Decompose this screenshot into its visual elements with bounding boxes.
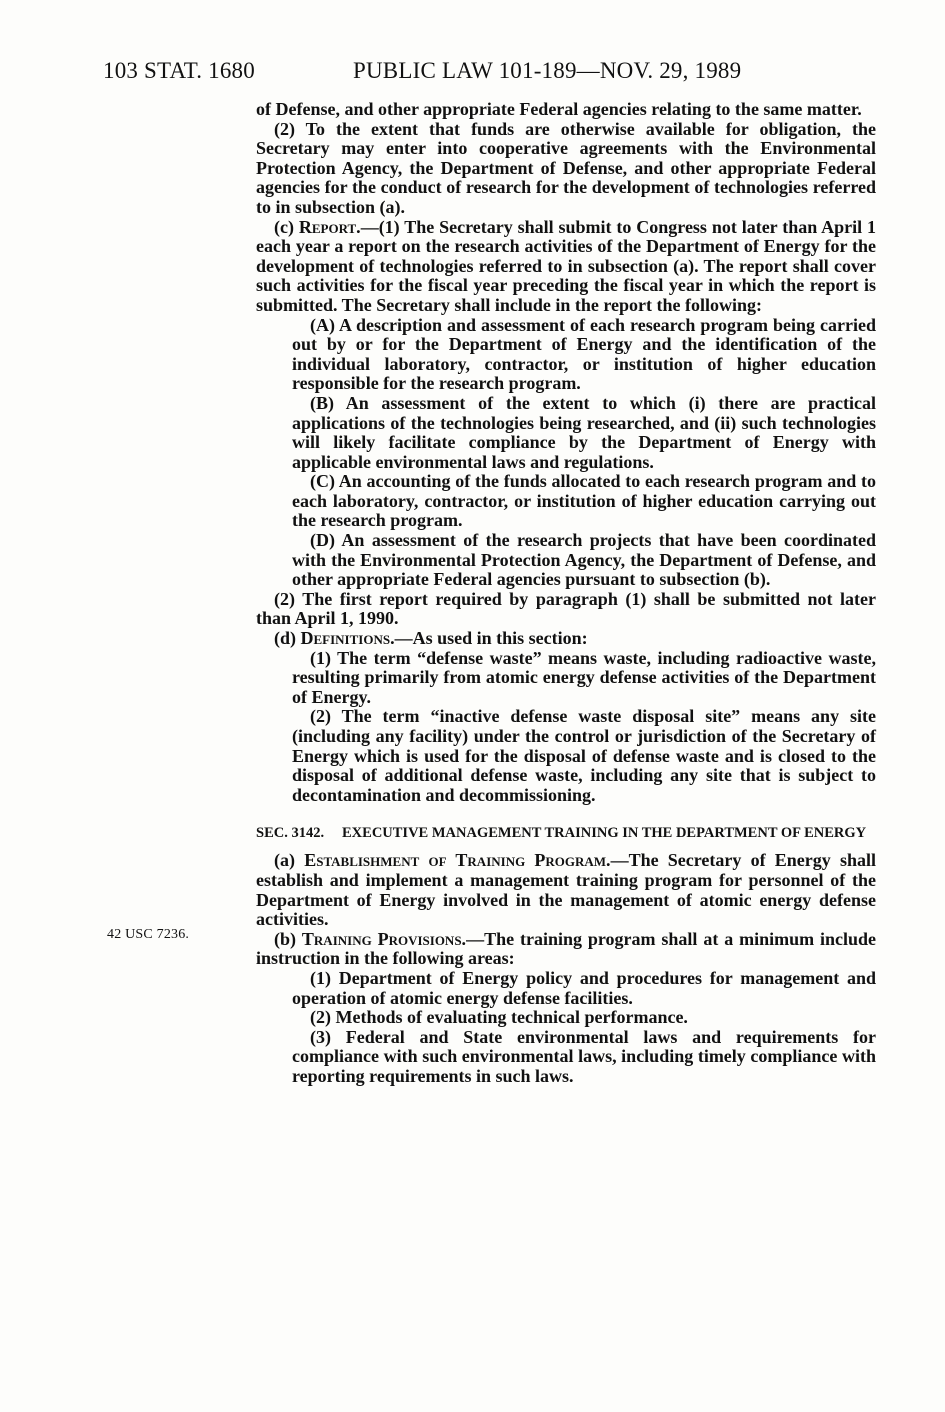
- subsection-heading: Establishment of Training Program.: [304, 850, 611, 871]
- page-header: [103, 58, 763, 88]
- subsection-text: —The Secretary of Energy shall establish and implement a management training program for personnel of the Department of Energy involved in the management of atomic energy defense activities.: [256, 850, 877, 930]
- training-area-2: (2) Methods of evaluating technical performance.: [310, 1007, 688, 1028]
- subsection-heading: Training Provisions.: [301, 928, 467, 949]
- body-text: [256, 100, 876, 1087]
- item-A: (A) A description and assessment of each research program being carried out by or for the Department of Energy and the identification of the individual laboratory, contractor, or institution of higher education responsible for the research program.: [292, 314, 876, 394]
- paragraph-c-report: [256, 218, 876, 316]
- paragraph-b-training: [256, 930, 876, 969]
- section-heading: [256, 824, 876, 843]
- item-C: (C) An accounting of the funds allocated to each research program and to each laboratory, contractor, or institution of higher education carrying out the research program.: [292, 471, 876, 531]
- public-law-title: PUBLIC LAW 101-189—NOV. 29, 1989: [353, 58, 742, 83]
- subsection-number: (c): [274, 216, 299, 237]
- paragraph-a-establishment: [256, 851, 876, 929]
- definition-1: (1) The term “defense waste” means waste, including radioactive waste, resulting primarily from atomic energy defense activities of the Department of Energy.: [292, 647, 876, 707]
- paragraph-b2: (2) To the extent that funds are otherwise available for obligation, the Secretary may enter into cooperative agreements with the Environmental Protection Agency, the Department of Defense, and other appropriate Federal agencies for the conduct of research for the development of technologies referred to in subsection (a).: [256, 118, 876, 217]
- statute-citation: 103 STAT. 1680: [103, 58, 255, 83]
- subsection-heading: Report.: [298, 216, 361, 237]
- subsection-text: —As used in this section:: [394, 628, 588, 649]
- subsection-text: —The training program shall at a minimum include instruction in the following areas:: [256, 928, 877, 969]
- subsection-number: (a): [274, 850, 305, 871]
- subsection-text: —(1) The Secretary shall submit to Congress not later than April 1 each year a report on the research activities of the Department of Energy for the development of technologies referred to in subsection (a). The report shall cover such activities for the fiscal year preceding the fiscal year in which the report is submitted. The Secretary shall include in the report the following:: [256, 216, 876, 315]
- section-title: EXECUTIVE MANAGEMENT TRAINING IN THE DEPARTMENT OF ENERGY: [342, 825, 867, 842]
- usc-margin-note: 42 USC 7236.: [107, 927, 190, 942]
- paragraph-d-definitions: [256, 629, 876, 649]
- subsection-number: (d): [274, 628, 301, 649]
- paragraph-c2: (2) The first report required by paragraph (1) shall be submitted not later than April 1, 1990.: [256, 588, 876, 629]
- item-D: (D) An assessment of the research projects that have been coordinated with the Environmental Protection Agency, the Department of Defense, and other appropriate Federal agencies pursuant to subsection (b).: [292, 530, 876, 590]
- subsection-number: (b): [274, 928, 302, 949]
- subsection-heading: Definitions.: [300, 628, 395, 649]
- training-area-3: (3) Federal and State environmental laws and requirements for compliance with such environmental laws, including timely compliance with reporting requirements in such laws.: [292, 1026, 876, 1086]
- section-number: SEC. 3142.: [256, 825, 325, 842]
- definition-2: (2) The term “inactive defense waste disposal site” means any site (including any facility) under the control or jurisdiction of the Secretary of Energy which is used for the disposal of defense waste and is closed to the disposal of additional defense waste, including any site that is subject to decontamination and decommissioning.: [292, 706, 876, 805]
- training-area-1: (1) Department of Energy policy and procedures for management and operation of atomic energy defense facilities.: [292, 967, 876, 1008]
- item-B: (B) An assessment of the extent to which (i) there are practical applications of the technologies being researched, and (ii) such technologies will likely facilitate compliance by the Department of Energy with applicable environmental laws and regulations.: [292, 392, 876, 472]
- paragraph-continuation: of Defense, and other appropriate Federal agencies relating to the same matter.: [256, 99, 862, 119]
